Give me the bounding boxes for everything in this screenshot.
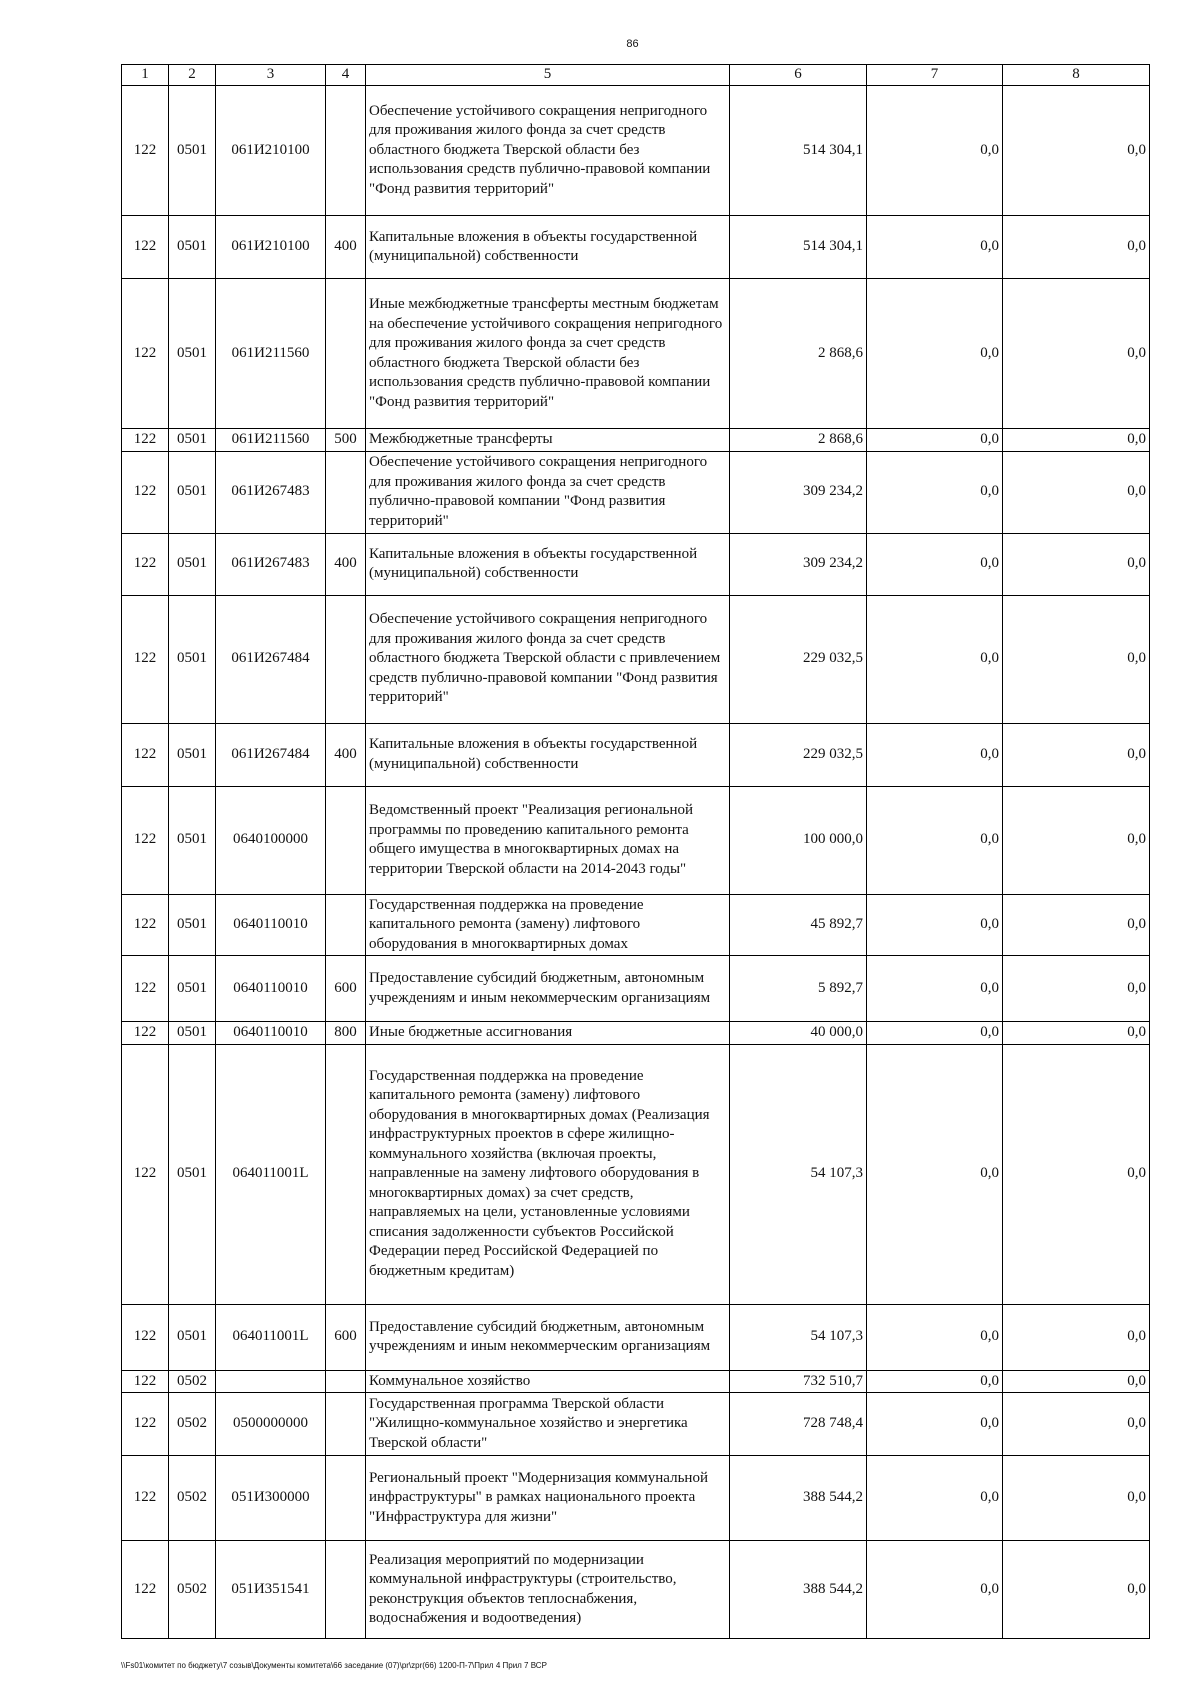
description-cell: Ведомственный проект "Реализация региональной программы по проведению капитального ремонта общего имущества в многоквартирных домах на территории Тверской области на 2014-2043 годы" xyxy=(366,786,730,894)
ministry-code-cell: 122 xyxy=(122,786,169,894)
expense-type-cell xyxy=(326,595,366,723)
description-cell: Иные межбюджетные трансферты местным бюджетам на обеспечение устойчивого сокращения непригодного для проживания жилого фонда за счет средств областного бюджета Тверской области без использования средств публично-правовой компании "Фонд развития территорий" xyxy=(366,279,730,429)
ministry-code-cell: 122 xyxy=(122,279,169,429)
ministry-code-cell: 122 xyxy=(122,956,169,1022)
ministry-code-cell: 122 xyxy=(122,595,169,723)
amount-cell: 0,0 xyxy=(867,1393,1003,1456)
amount-cell: 0,0 xyxy=(867,429,1003,452)
ministry-code-cell: 122 xyxy=(122,216,169,279)
table-row xyxy=(122,1541,1150,1639)
amount-cell: 54 107,3 xyxy=(730,1044,867,1304)
table-row xyxy=(122,451,1150,533)
description-cell: Предоставление субсидий бюджетным, автономным учреждениям и иным некоммерческим организациям xyxy=(366,1304,730,1370)
amount-cell: 0,0 xyxy=(1003,1370,1150,1393)
table-row xyxy=(122,1022,1150,1045)
table-row xyxy=(122,216,1150,279)
target-article-cell: 0640110010 xyxy=(216,1022,326,1045)
section-code-cell: 0501 xyxy=(169,216,216,279)
table-row xyxy=(122,894,1150,956)
amount-cell: 0,0 xyxy=(867,1456,1003,1541)
expense-type-cell xyxy=(326,1044,366,1304)
amount-cell: 0,0 xyxy=(1003,429,1150,452)
description-cell: Капитальные вложения в объекты государственной (муниципальной) собственности xyxy=(366,533,730,595)
amount-cell: 0,0 xyxy=(1003,86,1150,216)
expense-type-cell xyxy=(326,86,366,216)
description-cell: Предоставление субсидий бюджетным, автономным учреждениям и иным некоммерческим организациям xyxy=(366,956,730,1022)
column-header: 3 xyxy=(216,65,326,86)
expense-type-cell xyxy=(326,894,366,956)
column-header: 6 xyxy=(730,65,867,86)
column-header: 4 xyxy=(326,65,366,86)
amount-cell: 0,0 xyxy=(1003,894,1150,956)
amount-cell: 309 234,2 xyxy=(730,451,867,533)
amount-cell: 5 892,7 xyxy=(730,956,867,1022)
target-article-cell: 0640110010 xyxy=(216,956,326,1022)
target-article-cell: 061И267483 xyxy=(216,451,326,533)
amount-cell: 732 510,7 xyxy=(730,1370,867,1393)
target-article-cell: 064011001L xyxy=(216,1304,326,1370)
target-article-cell: 061И267483 xyxy=(216,533,326,595)
target-article-cell: 061И267484 xyxy=(216,723,326,786)
section-code-cell: 0501 xyxy=(169,451,216,533)
amount-cell: 0,0 xyxy=(867,956,1003,1022)
table-row xyxy=(122,1393,1150,1456)
amount-cell: 0,0 xyxy=(1003,1393,1150,1456)
amount-cell: 0,0 xyxy=(1003,279,1150,429)
ministry-code-cell: 122 xyxy=(122,1022,169,1045)
expense-type-cell: 600 xyxy=(326,956,366,1022)
amount-cell: 2 868,6 xyxy=(730,429,867,452)
description-cell: Обеспечение устойчивого сокращения непригодного для проживания жилого фонда за счет средств областного бюджета Тверской области без использования средств публично-правовой компании "Фонд развития территорий" xyxy=(366,86,730,216)
description-cell: Государственная поддержка на проведение капитального ремонта (замену) лифтового оборудования в многоквартирных домах (Реализация инфраструктурных проектов в сфере жилищно-коммунального хозяйства (включая проекты, направленные на замену лифтового оборудования в многоквартирных домах) за счет средств, направляемых на цели, установленные условиями списания задолженности субъектов Российской Федерации перед Российской Федерацией по бюджетным кредитам) xyxy=(366,1044,730,1304)
target-article-cell: 061И210100 xyxy=(216,216,326,279)
column-number-row xyxy=(122,65,1150,86)
amount-cell: 45 892,7 xyxy=(730,894,867,956)
target-article-cell: 0640100000 xyxy=(216,786,326,894)
amount-cell: 0,0 xyxy=(1003,1304,1150,1370)
table-row xyxy=(122,533,1150,595)
amount-cell: 514 304,1 xyxy=(730,86,867,216)
ministry-code-cell: 122 xyxy=(122,451,169,533)
target-article-cell xyxy=(216,1370,326,1393)
section-code-cell: 0501 xyxy=(169,595,216,723)
section-code-cell: 0501 xyxy=(169,1304,216,1370)
amount-cell: 0,0 xyxy=(1003,451,1150,533)
table-row xyxy=(122,429,1150,452)
target-article-cell: 061И267484 xyxy=(216,595,326,723)
section-code-cell: 0501 xyxy=(169,786,216,894)
section-code-cell: 0501 xyxy=(169,86,216,216)
table-row xyxy=(122,86,1150,216)
amount-cell: 0,0 xyxy=(867,533,1003,595)
target-article-cell: 051И351541 xyxy=(216,1541,326,1639)
amount-cell: 54 107,3 xyxy=(730,1304,867,1370)
section-code-cell: 0502 xyxy=(169,1393,216,1456)
column-header: 8 xyxy=(1003,65,1150,86)
amount-cell: 0,0 xyxy=(867,1044,1003,1304)
table-row xyxy=(122,1370,1150,1393)
amount-cell: 388 544,2 xyxy=(730,1541,867,1639)
section-code-cell: 0501 xyxy=(169,1022,216,1045)
amount-cell: 0,0 xyxy=(867,786,1003,894)
expense-type-cell xyxy=(326,1393,366,1456)
amount-cell: 0,0 xyxy=(867,1304,1003,1370)
section-code-cell: 0501 xyxy=(169,1044,216,1304)
ministry-code-cell: 122 xyxy=(122,1456,169,1541)
amount-cell: 0,0 xyxy=(867,1541,1003,1639)
ministry-code-cell: 122 xyxy=(122,723,169,786)
amount-cell: 0,0 xyxy=(867,595,1003,723)
amount-cell: 0,0 xyxy=(867,1370,1003,1393)
section-code-cell: 0501 xyxy=(169,429,216,452)
description-cell: Региональный проект "Модернизация коммунальной инфраструктуры" в рамках национального проекта "Инфраструктура для жизни" xyxy=(366,1456,730,1541)
amount-cell: 0,0 xyxy=(867,894,1003,956)
ministry-code-cell: 122 xyxy=(122,86,169,216)
amount-cell: 0,0 xyxy=(867,451,1003,533)
amount-cell: 0,0 xyxy=(1003,533,1150,595)
file-path-footer: \\Fs01\комитет по бюджету\7 созыв\Документы комитета\66 заседание (07)\pr\zpr(66) 1200-П-7\Прил 4 Прил 7 ВСР xyxy=(121,1661,547,1670)
expense-type-cell xyxy=(326,1370,366,1393)
amount-cell: 0,0 xyxy=(1003,1456,1150,1541)
ministry-code-cell: 122 xyxy=(122,533,169,595)
section-code-cell: 0501 xyxy=(169,894,216,956)
amount-cell: 0,0 xyxy=(1003,1044,1150,1304)
section-code-cell: 0501 xyxy=(169,533,216,595)
expense-type-cell xyxy=(326,1541,366,1639)
table-row xyxy=(122,956,1150,1022)
column-header: 5 xyxy=(366,65,730,86)
description-cell: Обеспечение устойчивого сокращения непригодного для проживания жилого фонда за счет средств областного бюджета Тверской области с привлечением средств публично-правовой компании "Фонд развития территорий" xyxy=(366,595,730,723)
amount-cell: 0,0 xyxy=(1003,1022,1150,1045)
description-cell: Иные бюджетные ассигнования xyxy=(366,1022,730,1045)
amount-cell: 0,0 xyxy=(1003,216,1150,279)
target-article-cell: 0500000000 xyxy=(216,1393,326,1456)
page-number: 86 xyxy=(626,38,639,50)
expense-type-cell: 800 xyxy=(326,1022,366,1045)
table-row xyxy=(122,1304,1150,1370)
amount-cell: 100 000,0 xyxy=(730,786,867,894)
amount-cell: 2 868,6 xyxy=(730,279,867,429)
amount-cell: 0,0 xyxy=(867,279,1003,429)
ministry-code-cell: 122 xyxy=(122,1044,169,1304)
amount-cell: 0,0 xyxy=(1003,786,1150,894)
description-cell: Капитальные вложения в объекты государственной (муниципальной) собственности xyxy=(366,723,730,786)
amount-cell: 0,0 xyxy=(867,1022,1003,1045)
table-row xyxy=(122,786,1150,894)
description-cell: Реализация мероприятий по модернизации коммунальной инфраструктуры (строительство, реконструкция объектов теплоснабжения, водоснабжения и водоотведения) xyxy=(366,1541,730,1639)
expense-type-cell xyxy=(326,279,366,429)
amount-cell: 0,0 xyxy=(1003,595,1150,723)
amount-cell: 514 304,1 xyxy=(730,216,867,279)
description-cell: Капитальные вложения в объекты государственной (муниципальной) собственности xyxy=(366,216,730,279)
amount-cell: 229 032,5 xyxy=(730,595,867,723)
target-article-cell: 064011001L xyxy=(216,1044,326,1304)
column-header: 2 xyxy=(169,65,216,86)
ministry-code-cell: 122 xyxy=(122,1541,169,1639)
section-code-cell: 0502 xyxy=(169,1541,216,1639)
amount-cell: 0,0 xyxy=(1003,1541,1150,1639)
description-cell: Коммунальное хозяйство xyxy=(366,1370,730,1393)
ministry-code-cell: 122 xyxy=(122,894,169,956)
expense-type-cell: 500 xyxy=(326,429,366,452)
description-cell: Государственная программа Тверской области "Жилищно-коммунальное хозяйство и энергетика Тверской области" xyxy=(366,1393,730,1456)
section-code-cell: 0501 xyxy=(169,279,216,429)
amount-cell: 40 000,0 xyxy=(730,1022,867,1045)
column-header: 1 xyxy=(122,65,169,86)
amount-cell: 309 234,2 xyxy=(730,533,867,595)
target-article-cell: 061И211560 xyxy=(216,279,326,429)
expense-type-cell: 400 xyxy=(326,723,366,786)
expense-type-cell: 600 xyxy=(326,1304,366,1370)
ministry-code-cell: 122 xyxy=(122,1370,169,1393)
ministry-code-cell: 122 xyxy=(122,1304,169,1370)
description-cell: Межбюджетные трансферты xyxy=(366,429,730,452)
expense-type-cell: 400 xyxy=(326,533,366,595)
section-code-cell: 0501 xyxy=(169,956,216,1022)
ministry-code-cell: 122 xyxy=(122,1393,169,1456)
table-row xyxy=(122,279,1150,429)
amount-cell: 0,0 xyxy=(867,86,1003,216)
amount-cell: 0,0 xyxy=(867,216,1003,279)
target-article-cell: 061И210100 xyxy=(216,86,326,216)
amount-cell: 0,0 xyxy=(867,723,1003,786)
target-article-cell: 0640110010 xyxy=(216,894,326,956)
description-cell: Обеспечение устойчивого сокращения непригодного для проживания жилого фонда за счет средств публично-правовой компании "Фонд развития территорий" xyxy=(366,451,730,533)
expense-type-cell xyxy=(326,451,366,533)
table-row xyxy=(122,723,1150,786)
amount-cell: 229 032,5 xyxy=(730,723,867,786)
budget-table xyxy=(121,64,1150,1639)
target-article-cell: 051И300000 xyxy=(216,1456,326,1541)
amount-cell: 0,0 xyxy=(1003,723,1150,786)
amount-cell: 728 748,4 xyxy=(730,1393,867,1456)
section-code-cell: 0502 xyxy=(169,1456,216,1541)
description-cell: Государственная поддержка на проведение капитального ремонта (замену) лифтового оборудования в многоквартирных домах xyxy=(366,894,730,956)
target-article-cell: 061И211560 xyxy=(216,429,326,452)
expense-type-cell xyxy=(326,1456,366,1541)
section-code-cell: 0501 xyxy=(169,723,216,786)
table-row xyxy=(122,1456,1150,1541)
table-row xyxy=(122,595,1150,723)
expense-type-cell: 400 xyxy=(326,216,366,279)
expense-type-cell xyxy=(326,786,366,894)
ministry-code-cell: 122 xyxy=(122,429,169,452)
table-row xyxy=(122,1044,1150,1304)
column-header: 7 xyxy=(867,65,1003,86)
section-code-cell: 0502 xyxy=(169,1370,216,1393)
amount-cell: 0,0 xyxy=(1003,956,1150,1022)
amount-cell: 388 544,2 xyxy=(730,1456,867,1541)
